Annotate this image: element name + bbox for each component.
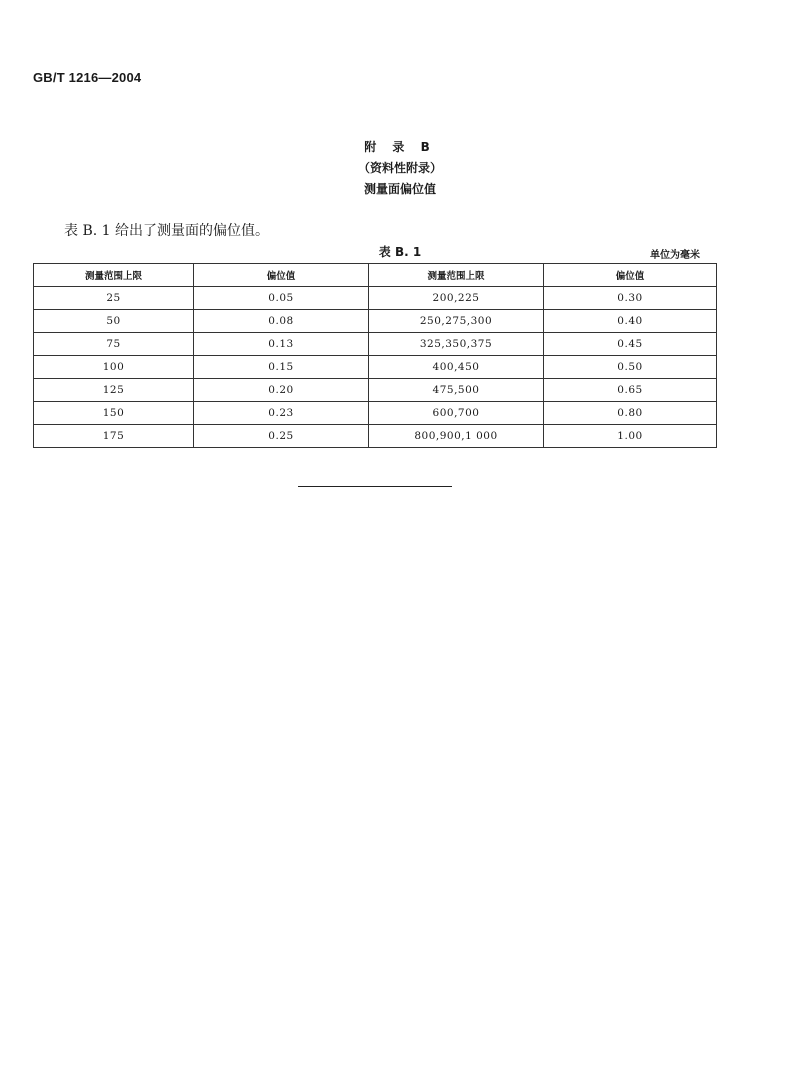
appendix-heading-block [0, 137, 800, 200]
end-of-appendix-rule [298, 486, 452, 487]
table-cell: 0.13 [194, 333, 369, 356]
table-row [34, 310, 717, 333]
appendix-subtitle: （资料性附录） [357, 161, 442, 175]
table-cell: 0.23 [194, 402, 369, 425]
table-cell: 50 [34, 310, 194, 333]
table-row [34, 333, 717, 356]
table-caption: 表 B. 1 [378, 245, 422, 259]
table-cell: 0.08 [194, 310, 369, 333]
standard-number: GB/T 1216—2004 [33, 70, 142, 85]
table-cell: 0.20 [194, 379, 369, 402]
table-cell: 475,500 [369, 379, 544, 402]
table-row [34, 287, 717, 310]
table-cell: 125 [34, 379, 194, 402]
table-row [34, 425, 717, 448]
table-cell: 200,225 [369, 287, 544, 310]
table-cell: 600,700 [369, 402, 544, 425]
table-cell: 325,350,375 [369, 333, 544, 356]
table-cell: 75 [34, 333, 194, 356]
column-header-offset-value-2: 偏位值 [544, 264, 717, 287]
table-cell: 0.15 [194, 356, 369, 379]
table-cell: 0.65 [544, 379, 717, 402]
table-cell: 0.25 [194, 425, 369, 448]
table-cell: 150 [34, 402, 194, 425]
intro-paragraph: 表 B. 1 给出了测量面的偏位值。 [64, 223, 269, 239]
table-cell: 800,900,1 000 [369, 425, 544, 448]
appendix-title: 附 录 B [364, 140, 436, 154]
table-row [34, 379, 717, 402]
column-header-range-limit-1: 测量范围上限 [34, 264, 194, 287]
table-cell: 0.30 [544, 287, 717, 310]
column-header-range-limit-2: 测量范围上限 [369, 264, 544, 287]
table-cell: 175 [34, 425, 194, 448]
table-cell: 1.00 [544, 425, 717, 448]
table-cell: 0.45 [544, 333, 717, 356]
table-cell: 100 [34, 356, 194, 379]
appendix-heading: 测量面偏位值 [363, 182, 436, 196]
table-cell: 0.80 [544, 402, 717, 425]
table-header-row [34, 264, 717, 287]
offset-value-table [33, 263, 717, 448]
table-cell: 400,450 [369, 356, 544, 379]
table-cell: 25 [34, 287, 194, 310]
table-cell: 250,275,300 [369, 310, 544, 333]
table-cell: 0.05 [194, 287, 369, 310]
table-row [34, 402, 717, 425]
table-unit-label: 单位为毫米 [650, 250, 700, 261]
table-cell: 0.40 [544, 310, 717, 333]
table-row [34, 356, 717, 379]
column-header-offset-value-1: 偏位值 [194, 264, 369, 287]
table-cell: 0.50 [544, 356, 717, 379]
